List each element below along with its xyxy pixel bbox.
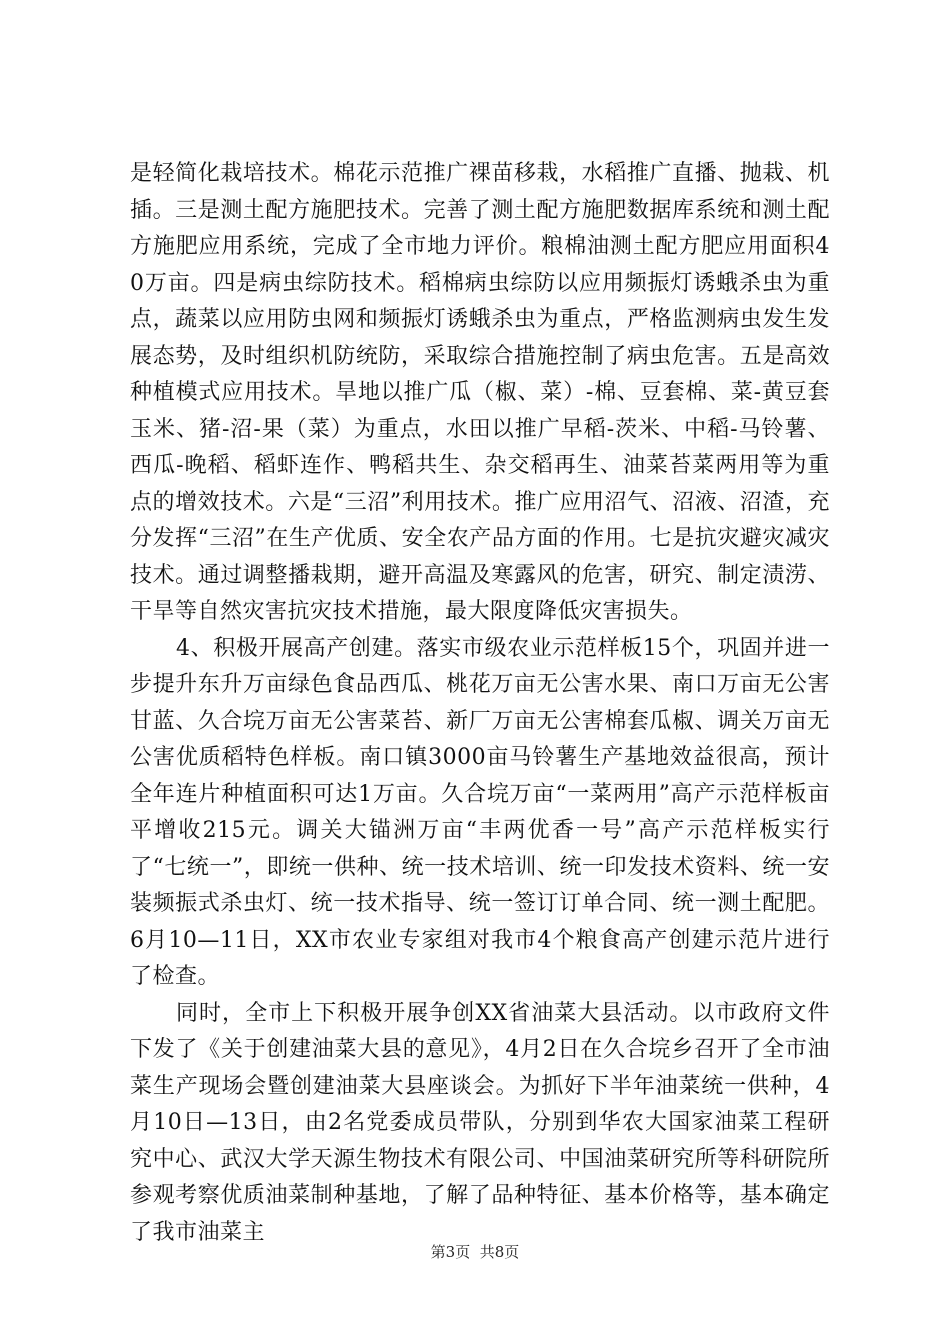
paragraph-rapeseed: 同时，全市上下积极开展争创XX省油菜大县活动。以市政府文件下发了《关于创建油菜大县的意见》，4月2日在久合垸乡召开了全市油菜生产现场会暨创建油菜大县座谈会。为抓好下半年油菜统一供种，4月10日—13日，由2名党委成员带队，分别到华农大国家油菜工程研究中心、武汉大学天源生物技术有限公司、中国油菜研究所等科研院所参观考察优质油菜制种基地，了解了品种特征、基本价格等，基本确定了我市油菜主: [130, 1000, 830, 1245]
paragraph-high-yield: 4、积极开展高产创建。落实市级农业示范样板15个，巩固并进一步提升东升万亩绿色食品西瓜、桃花万亩无公害水果、南口万亩无公害甘蓝、久合垸万亩无公害菜苔、新厂万亩无公害棉套瓜椒、调关万亩无公害优质稻特色样板。南口镇3000亩马铃薯生产基地效益很高，预计全年连片种植面积可达1万亩。久合垸万亩“一菜两用”高产示范样板亩平增收215元。调关大锚洲万亩“丰两优香一号”高产示范样板实行了“七统一”，即统一供种、统一技术培训、统一印发技术资料、统一安装频振式杀虫灯、统一技术指导、统一签订订单合同、统一测土配肥。6月10—11日，XX市农业专家组对我市4个粮食高产创建示范片进行了检查。: [130, 635, 830, 989]
page-number: 第3页: [430, 1243, 471, 1261]
document-body: [130, 156, 830, 1251]
paragraph-techniques: 是轻简化栽培技术。棉花示范推广裸苗移栽，水稻推广直播、抛栽、机插。三是测土配方施肥技术。完善了测土配方施肥数据库系统和测土配方施肥应用系统，完成了全市地力评价。粮棉油测土配方肥应用面积40万亩。四是病虫综防技术。稻棉病虫综防以应用频振灯诱蛾杀虫为重点，蔬菜以应用防虫网和频振灯诱蛾杀虫为重点，严格监测病虫发生发展态势，及时组织机防统防，采取综合措施控制了病虫危害。五是高效种植模式应用技术。旱地以推广瓜（椒、菜）-棉、豆套棉、菜-黄豆套玉米、猪-沼-果（菜）为重点，水田以推广早稻-茨米、中稻-马铃薯、西瓜-晚稻、稻虾连作、鸭稻共生、杂交稻再生、油菜苔菜两用等为重点的增效技术。六是“三沼”利用技术。推广应用沼气、沼液、沼渣，充分发挥“三沼”在生产优质、安全农产品方面的作用。七是抗灾避灾减灾技术。通过调整播栽期，避开高温及寒露风的危害，研究、制定渍涝、干旱等自然灾害抗灾技术措施，最大限度降低灾害损失。: [130, 161, 830, 624]
footer-spacer: [470, 1243, 480, 1261]
page-footer: [0, 1242, 950, 1262]
page-total: 共8页: [479, 1243, 520, 1261]
